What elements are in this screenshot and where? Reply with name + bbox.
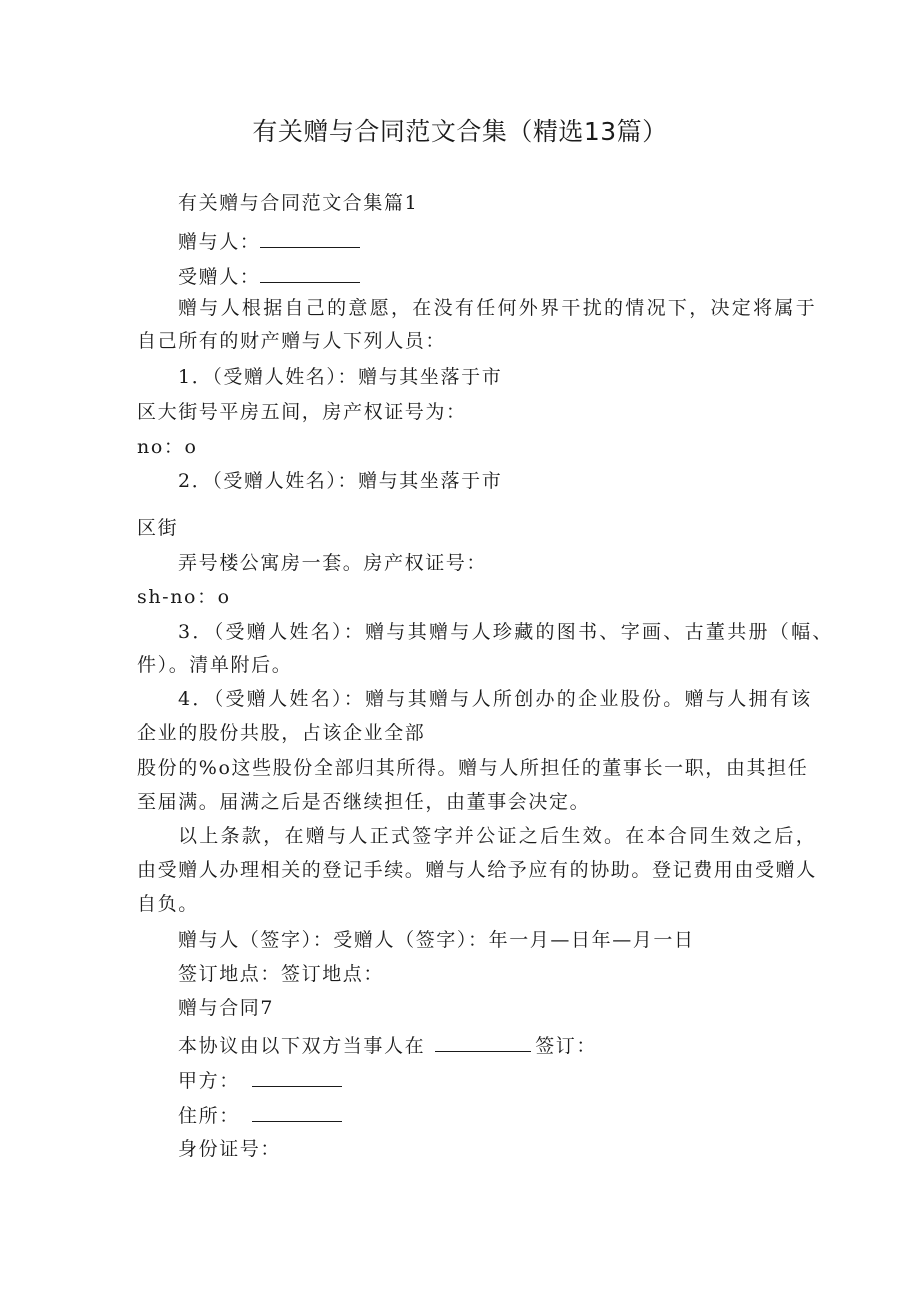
- donee-label: 受赠人：: [178, 266, 261, 288]
- item-line: 区大街号平房五间，房产权证号为：: [137, 401, 467, 423]
- signing-place-blank: [435, 1031, 531, 1052]
- section-heading: 有关赠与合同范文合集篇1: [178, 192, 419, 214]
- paragraph-line: 以上条款，在赠与人正式签字并公证之后生效。在本合同生效之后，: [178, 825, 818, 847]
- address-field: [178, 1101, 342, 1129]
- item-line: sh-no：o: [137, 586, 231, 608]
- signing-place-line: 签订地点：签订地点：: [178, 963, 385, 985]
- item-line: 4．（受赠人姓名）：赠与其赠与人所创办的企业股份。赠与人拥有该: [178, 688, 813, 710]
- donee-field: [178, 262, 360, 290]
- agreement-suffix: 签订：: [535, 1035, 598, 1057]
- address-blank: [252, 1101, 342, 1122]
- item-line: 股份的%o这些股份全部归其所得。赠与人所担任的董事长一职，由其担任: [137, 757, 809, 779]
- item-line: 3．（受赠人姓名）：赠与其赠与人珍藏的图书、字画、古董共册（幅、: [178, 621, 834, 643]
- paragraph-line: 由受赠人办理相关的登记手续。赠与人给予应有的协助。登记费用由受赠人: [137, 859, 817, 881]
- section-heading: 赠与合同7: [178, 997, 275, 1019]
- item-line: 2．（受赠人姓名）：赠与其坐落于市: [178, 470, 503, 492]
- party-a-field: [178, 1066, 342, 1094]
- item-line: 至届满。届满之后是否继续担任，由董事会决定。: [137, 791, 591, 813]
- party-a-blank: [252, 1066, 342, 1087]
- paragraph-line: 赠与人根据自己的意愿，在没有任何外界干扰的情况下，决定将属于: [178, 297, 818, 319]
- paragraph-line: 自负。: [137, 893, 199, 915]
- party-a-label: 甲方：: [178, 1070, 240, 1092]
- item-line: no：o: [137, 436, 198, 458]
- item-line: 区街: [137, 517, 179, 539]
- document-title: 有关赠与合同范文合集（精选13篇）: [252, 117, 668, 146]
- donor-blank: [260, 227, 360, 248]
- donor-label: 赠与人：: [178, 231, 261, 253]
- item-line: 件）。清单附后。: [137, 654, 293, 676]
- paragraph-line: 自己所有的财产赠与人下列人员：: [137, 330, 447, 352]
- agreement-line: [178, 1031, 597, 1059]
- donee-blank: [260, 262, 360, 283]
- donor-field: [178, 227, 360, 255]
- item-line: 弄号楼公寓房一套。房产权证号：: [178, 552, 488, 574]
- id-number-field: 身份证号：: [178, 1138, 282, 1160]
- agreement-prefix: 本协议由以下双方当事人在: [178, 1035, 426, 1057]
- item-line: 企业的股份共股，占该企业全部: [137, 722, 426, 744]
- address-label: 住所：: [178, 1105, 240, 1127]
- item-line: 1．（受赠人姓名）：赠与其坐落于市: [178, 366, 503, 388]
- signature-line: 赠与人（签字）：受赠人（签字）：年一月—日年—月一日: [178, 929, 695, 951]
